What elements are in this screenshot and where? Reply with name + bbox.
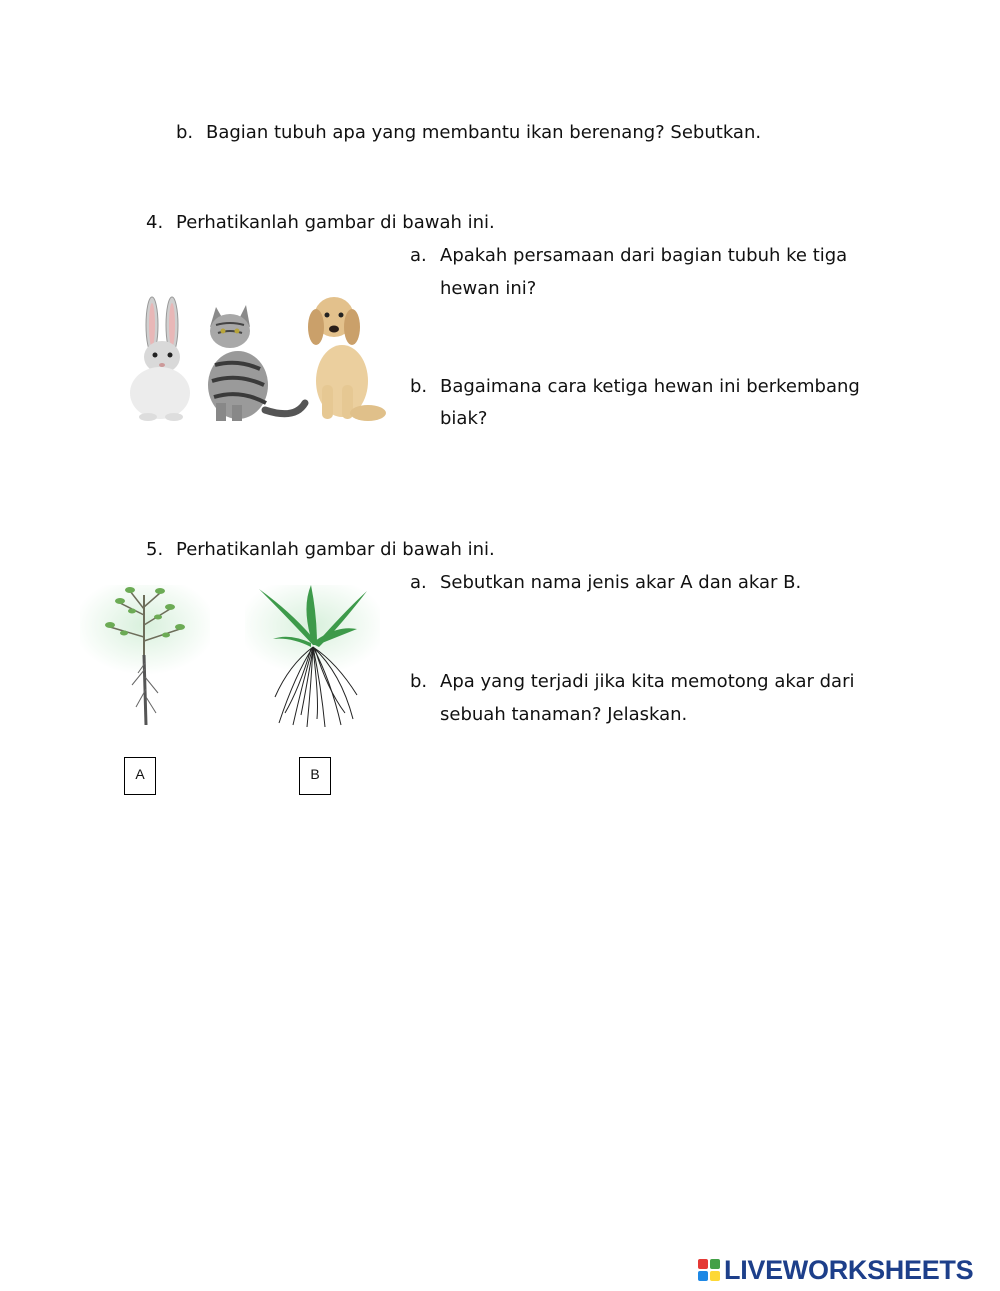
q5-a-text: Sebutkan nama jenis akar A dan akar B. [440, 572, 802, 593]
label-box-b: B [299, 757, 331, 795]
liveworksheets-logo [698, 1255, 973, 1285]
logo-text: LIVEWORKSHEETS [724, 1254, 974, 1285]
q3-b-text: Bagian tubuh apa yang membantu ikan berenang? Sebutkan. [206, 122, 762, 143]
q5-number: 5. [146, 539, 164, 560]
q5-a-marker: a. [410, 572, 427, 593]
q4-a-line1: Apakah persamaan dari bagian tubuh ke tiga [440, 245, 848, 266]
q3-b-marker: b. [176, 122, 194, 143]
dog-illustration [308, 297, 386, 421]
q4-instruction: Perhatikanlah gambar di bawah ini. [176, 212, 495, 233]
q5-b-line2: sebuah tanaman? Jelaskan. [440, 704, 688, 725]
q4-b-marker: b. [410, 376, 428, 397]
q5-instruction: Perhatikanlah gambar di bawah ini. [176, 539, 495, 560]
q5-b-line1: Apa yang terjadi jika kita memotong akar dari [440, 671, 855, 692]
taproot-plant-image [80, 585, 210, 730]
animals-image [120, 285, 400, 425]
fibrous-root-plant-image [245, 585, 380, 730]
label-box-a: A [124, 757, 156, 795]
rabbit-illustration [130, 297, 190, 421]
q4-a-marker: a. [410, 245, 427, 266]
q4-a-line2: hewan ini? [440, 278, 537, 299]
logo-mark-icon [698, 1259, 720, 1281]
q4-b-line2: biak? [440, 408, 488, 429]
cat-illustration [208, 305, 305, 421]
q5-b-marker: b. [410, 671, 428, 692]
q4-number: 4. [146, 212, 164, 233]
q4-b-line1: Bagaimana cara ketiga hewan ini berkembang [440, 376, 860, 397]
